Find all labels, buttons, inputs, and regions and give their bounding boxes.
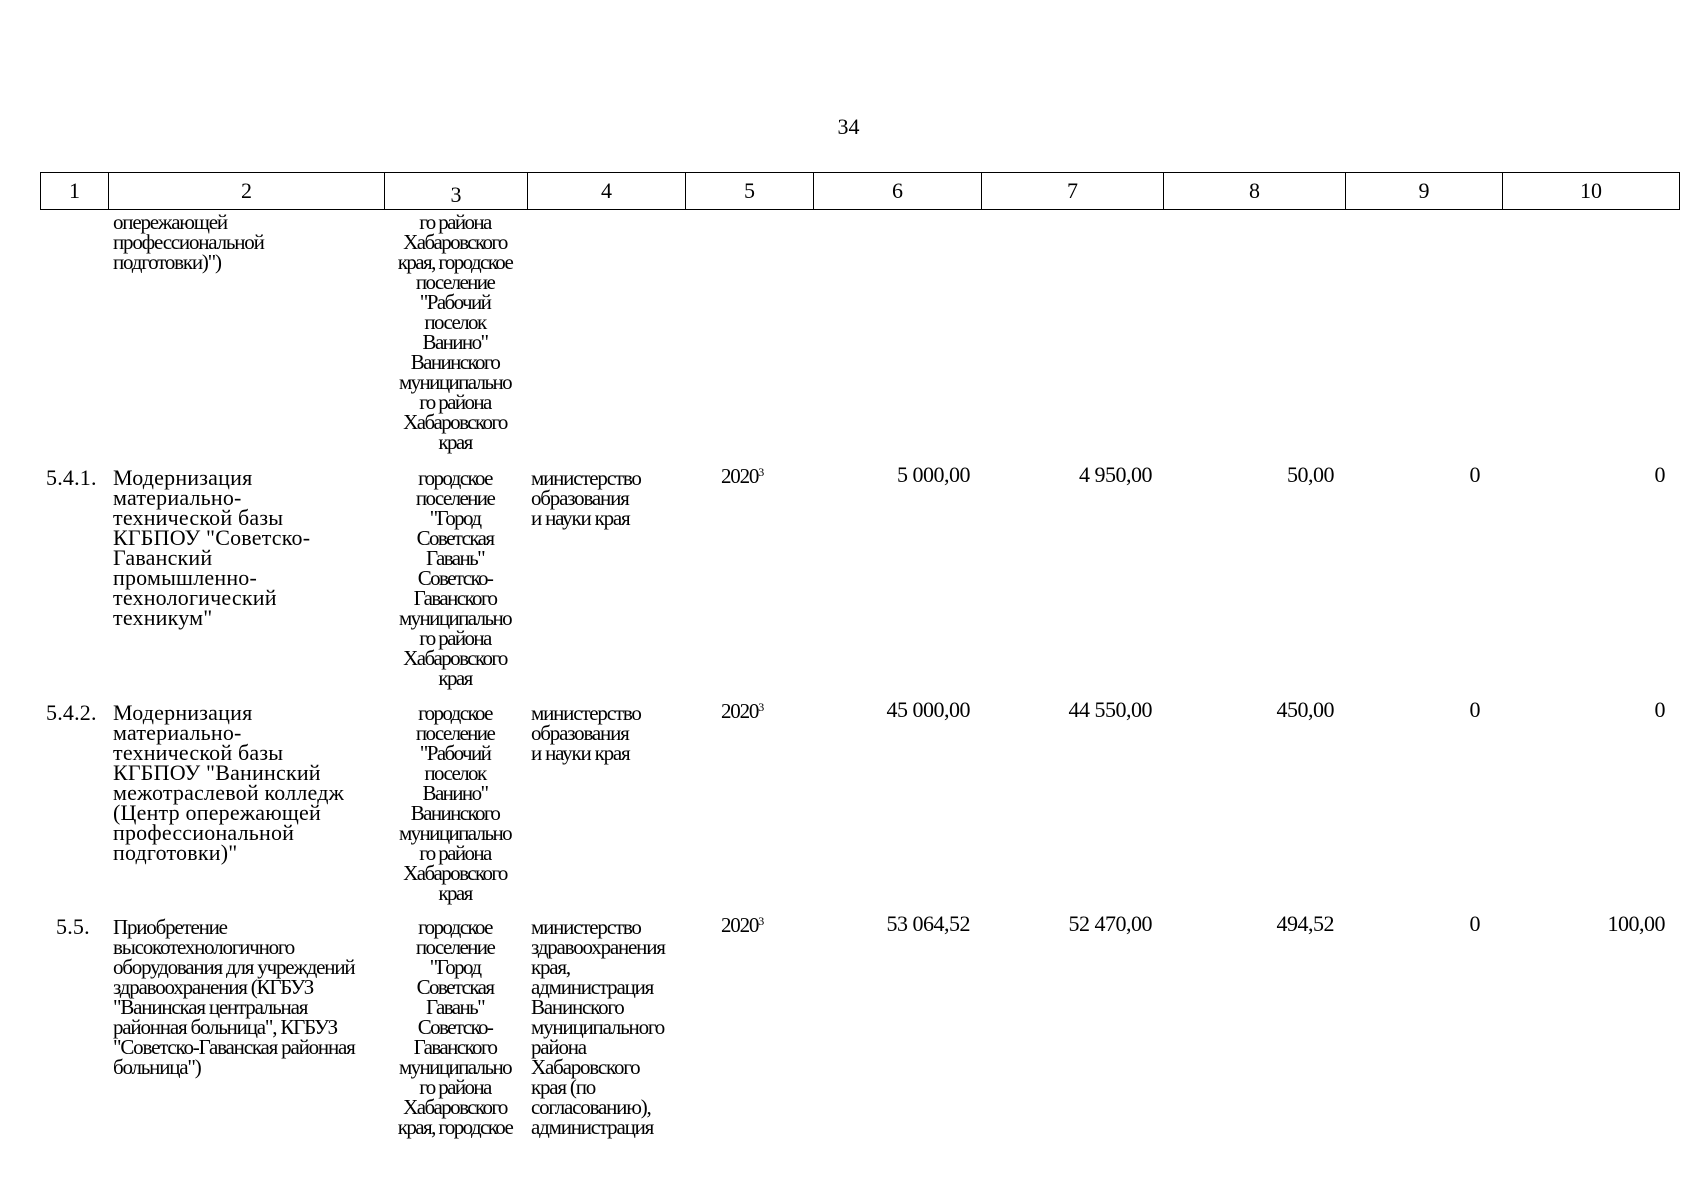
row-other: 0 [1654,697,1665,722]
row-regional: 50,00 [1287,462,1334,487]
row-name: Модернизация материально- технической базы КГБПОУ "Ванинский межотраслевой колледж (Центр опережающей профессиональной подготовки)" [113,700,345,865]
row-year [721,915,763,935]
row-federal: 52 470,00 [1068,911,1152,936]
row-location: городское поселение "Город Советская Гавань" Советско- Гаванского муниципально го района Хабаровского края [398,466,512,690]
row-year-value: 2020 [721,464,759,488]
row-regional: 450,00 [1276,697,1334,722]
row-number: 5.5. [56,914,90,939]
row-location: городское поселение "Город Советская Гавань" Советско- Гаванского муниципально го района Хабаровского края, городское [397,915,513,1139]
continuation-location-cell: го района Хабаровского края, городское поселение "Рабочий поселок Ванино" Ванинского муниципально го района Хабаровского края [397,210,513,454]
row-name: Модернизация материально- технической базы КГБПОУ "Советско- Гаванский промышленно- технологический техникум" [113,465,311,630]
row-year [721,701,763,721]
row-year-footnote: 3 [758,465,764,479]
table-header-row [40,172,1680,210]
row-total: 53 064,52 [886,911,970,936]
header-col-1: 1 [41,173,109,209]
header-col-7: 7 [982,173,1164,209]
row-year-value: 2020 [721,913,759,937]
row-federal: 44 550,00 [1068,697,1152,722]
row-number: 5.4.2. [46,700,97,725]
row-federal: 4 950,00 [1079,462,1152,487]
row-executor: министерство образования и науки края [531,701,641,765]
row-number: 5.4.1. [46,465,97,490]
header-col-6: 6 [814,173,982,209]
row-executor: министерство здравоохранения края, администрация Ванинского муниципального района Хабаровского края (по согласованию), администрация [531,915,665,1139]
row-total: 45 000,00 [886,697,970,722]
header-col-2: 2 [109,173,385,209]
header-col-10: 10 [1580,178,1602,203]
page-number: 34 [837,114,860,139]
header-col-8: 8 [1164,173,1346,209]
row-total: 5 000,00 [897,462,970,487]
header-col-5: 5 [686,173,814,209]
row-local: 0 [1469,462,1480,487]
row-other: 0 [1654,462,1665,487]
row-name: Приобретение высокотехнологичного оборудования для учреждений здравоохранения (КГБУЗ "Ванинская центральная районная больница", КГБУЗ "Советско-Гаванская районная больница") [113,915,355,1079]
row-location: городское поселение "Рабочий поселок Ванино" Ванинского муниципально го района Хабаровского края [398,701,512,905]
header-col-3: 3 [385,173,528,209]
row-year-footnote: 3 [758,700,764,714]
row-regional: 494,52 [1276,911,1334,936]
row-year-footnote: 3 [758,914,764,928]
continuation-name-cell: опережающей профессиональной подготовки)") [113,210,264,274]
row-executor: министерство образования и науки края [531,466,641,530]
header-col-9: 9 [1346,173,1503,209]
row-year [721,466,763,486]
row-year-value: 2020 [721,699,759,723]
row-other: 100,00 [1607,911,1665,936]
row-local: 0 [1469,697,1480,722]
header-col-4: 4 [528,173,686,209]
row-local: 0 [1469,911,1480,936]
